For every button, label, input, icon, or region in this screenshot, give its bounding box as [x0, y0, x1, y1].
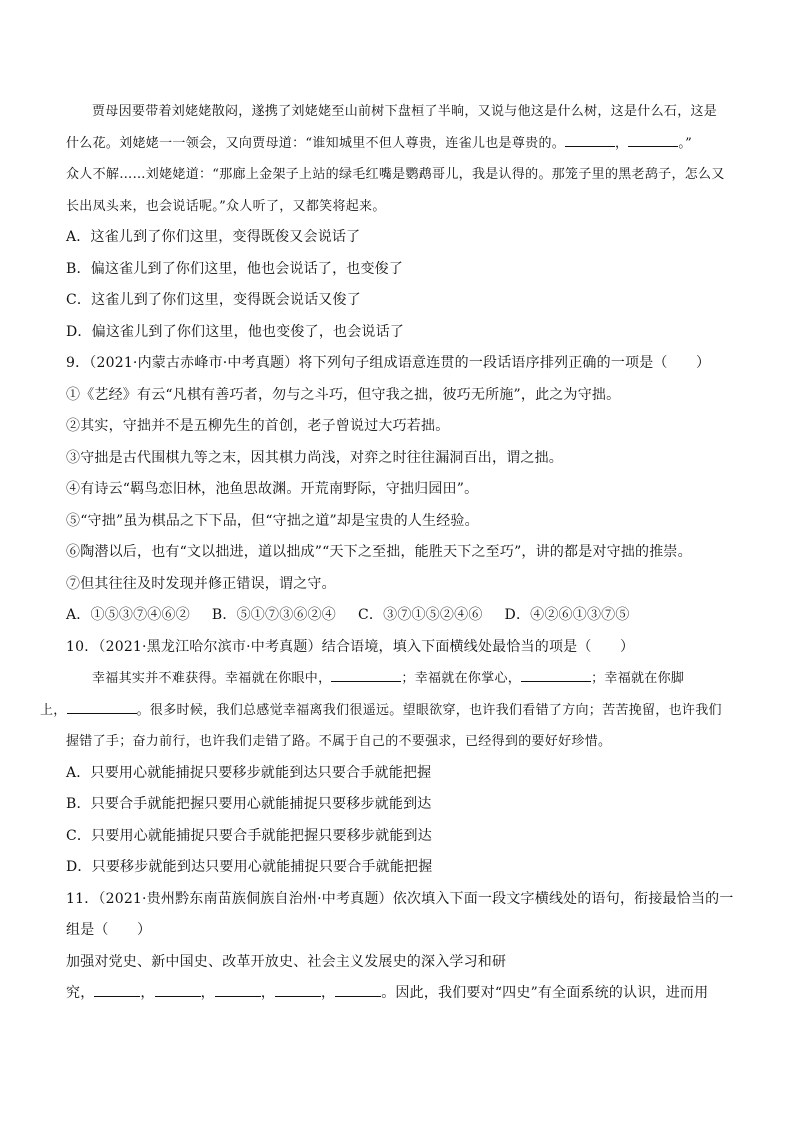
separator: ， — [140, 985, 155, 1001]
option-part: D．只要移步就能到达 — [66, 859, 206, 875]
q11-stem-line-1: 11．（2021·贵州黔东南苗族侗族自治州·中考真题）依次填入下面一段文字横线处的语句，衔接最恰当的一 — [66, 890, 734, 907]
q9-item-7: ⑦但其往往及时发现并修正错误，谓之守。 — [66, 575, 336, 592]
passage-text: 上， — [40, 702, 67, 718]
passage-text: 幸福其实并不难获得。幸福就在你眼中， — [92, 671, 332, 686]
q9-option-d: D．④②⑥①③⑦⑤ — [504, 607, 630, 623]
q8-option-c: C．这雀儿到了你们这里，变得既会说话又俊了 — [66, 292, 361, 308]
separator: ， — [260, 985, 276, 1001]
blank — [565, 132, 615, 147]
option-part: 只要合手就能把握 — [317, 764, 432, 781]
q10-passage — [40, 663, 730, 758]
q9-option-a: A．①⑤③⑦④⑥② — [66, 607, 190, 623]
blank — [331, 667, 401, 682]
option-part: 只要移步就能到达 — [318, 827, 432, 844]
q9-options — [66, 600, 730, 632]
q9-item-5: ⑤“守拙”虽为棋品之下下品，但“守拙之道”却是宝贵的人生经验。 — [66, 512, 479, 529]
passage-text: 。很多时候，我们总感觉幸福离我们很遥远。望眼欲穿，也许我们看错了方向；苦苦挽留，也许我们握错了手；奋力前行，也许我们走错了路。不属于自己的不要强求，已经得到的要好好珍惜。 — [66, 702, 722, 749]
option-part: 只要用心就能捕捉 — [205, 859, 319, 875]
option-part: B．只要合手就能把握 — [66, 796, 205, 812]
passage-text: 贾母因要带着刘姥姥散闷，遂携了刘姥姥至山前树下盘桓了半晌，又说与他这是什么树，这是什么石，这是什么花。刘姥姥一一领会，又向贾母道：“谁知城里不但人尊贵，连雀儿也是尊贵的。 — [66, 104, 718, 151]
closing-quote: 。” — [678, 135, 693, 151]
option-part: C．只要用心就能捕捉 — [66, 827, 205, 844]
option-part: 只要用心就能捕捉 — [204, 796, 318, 812]
q8-option-b: B．偏这雀儿到了你们这里，他也会说话了，也变俊了 — [66, 260, 404, 277]
separator: ， — [615, 135, 629, 151]
q9-option-c: C．③⑦①⑤②④⑥ — [358, 607, 483, 623]
q9-item-4: ④有诗云“羁鸟恋旧林，池鱼思故渊。开荒南野际，守拙归园田”。 — [66, 481, 479, 497]
q8-passage-paragraph-1 — [66, 96, 730, 159]
q10-option-c — [66, 821, 730, 853]
passage-text: 究， — [66, 985, 95, 1001]
content-area — [40, 96, 734, 1010]
q11-text-line-1: 加强对党史、新中国史、改革开放史、社会主义发展史的深入学习和研 — [66, 953, 507, 970]
separator: ， — [200, 985, 215, 1001]
q11-stem-line-2: 组是（ ） — [66, 922, 152, 938]
q10-option-d — [66, 852, 730, 884]
q9-stem: 9．（2021·内蒙古赤峰市·中考真题）将下列句子组成语意连贯的一段话语序排列正确的一项是（ ） — [66, 355, 711, 371]
q8-option-d: D．偏这雀儿到了你们这里，他也变俊了，也会说话了 — [66, 323, 405, 340]
q9-item-3: ③守拙是古代围棋九等之末，因其棋力尚浅，对弈之时往往漏洞百出，谓之拙。 — [66, 449, 563, 466]
blank — [155, 982, 201, 997]
option-part: 只要合手就能把握 — [204, 827, 319, 844]
q11-text-line-2 — [66, 978, 730, 1010]
passage-text: 。因此，我们要对“四史”有全面系统的认识，进而用 — [381, 985, 709, 1001]
blank — [275, 982, 321, 997]
option-part: 只要合手就能把握 — [318, 859, 433, 875]
blank — [94, 982, 140, 997]
q8-passage-paragraph-2: 众人不解……刘姥姥道：“那廊上金架子上站的绿毛红嘴是鹦鹉哥儿，我是认得的。那笼子里的黑老鸹子，怎么又长出凤头来，也会说话呢。”众人听了，又都笑将起来。 — [66, 167, 725, 214]
q9-item-6: ⑥陶潜以后，也有“文以拙进，道以拙成”“天下之至拙，能胜天下之至巧”，讲的都是对守拙的推崇。 — [66, 544, 692, 560]
q9-item-2: ②其实，守拙并不是五柳先生的首创，老子曾说过大巧若拙。 — [66, 418, 450, 434]
q10-option-b — [66, 789, 730, 821]
option-part: 只要移步就能到达 — [317, 796, 432, 812]
blank — [521, 667, 591, 682]
q8-option-a: A．这雀儿到了你们这里，变得既俊又会说话了 — [66, 229, 361, 245]
q10-stem: 10．（2021·黑龙江哈尔滨市·中考真题）结合语境，填入下面横线处最恰当的项是（ ） — [66, 638, 635, 655]
option-part: 只要移步就能到达 — [204, 764, 318, 781]
q10-option-a — [66, 758, 730, 790]
blank — [215, 982, 261, 997]
blank — [628, 132, 678, 147]
q9-item-1: ①《艺经》有云“凡棋有善巧者，勿与之斗巧，但守我之拙，彼巧无所施”，此之为守拙。 — [66, 386, 621, 403]
blank — [67, 699, 137, 714]
passage-text: ；幸福就在你掌心， — [401, 671, 522, 686]
blank — [335, 982, 381, 997]
separator: ， — [321, 985, 336, 1001]
passage-text: ；幸福就在你脚 — [591, 671, 685, 686]
q9-option-b: B．⑤①⑦③⑥②④ — [211, 607, 337, 623]
option-part: A．只要用心就能捕捉 — [66, 764, 205, 781]
